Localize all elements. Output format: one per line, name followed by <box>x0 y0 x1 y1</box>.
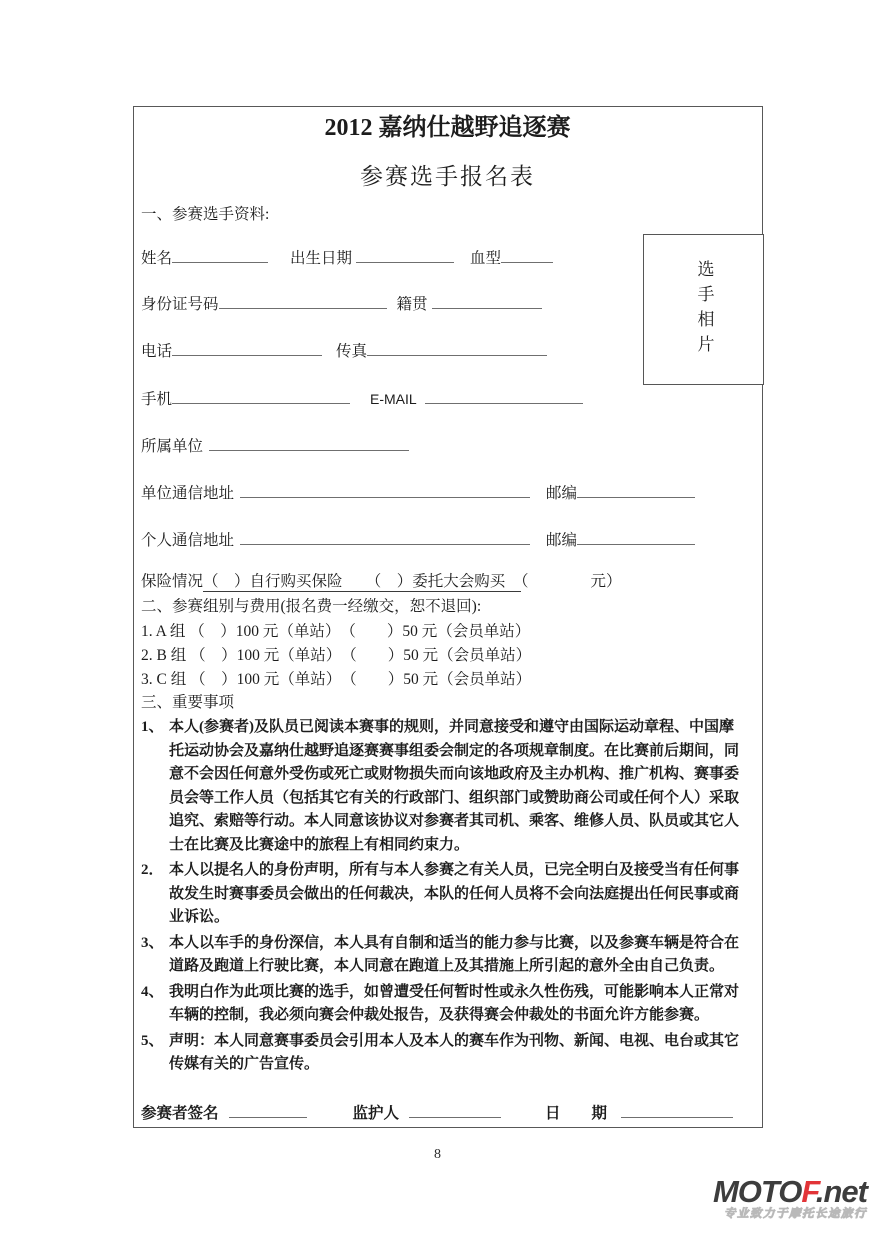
form-row-employer <box>141 437 754 457</box>
motof-net-watermark <box>713 1176 867 1221</box>
notice-item-1-line: 员会等工作人员（包括其它有关的行政部门、组织部门或赞助商公司或任何个人）采取 <box>169 789 740 806</box>
signature-guardian-label: 监护人 <box>352 1104 400 1122</box>
insurance-label: 保险情况 <box>141 573 204 590</box>
signature-date-label: 日 期 <box>545 1104 608 1122</box>
notice-item-1-line: 士在比赛及比赛途中的旅程上有相同约束力。 <box>169 836 470 853</box>
notice-item-1-number: 1、 <box>141 719 164 735</box>
notice-item-4-line: 我明白作为此项比赛的选手，如曾遭受任何暂时性或永久性伤残，可能影响本人正常对 <box>169 983 740 1000</box>
signature-guardian-line <box>409 1104 501 1118</box>
field-label-work-address: 单位通信地址 <box>141 485 235 502</box>
notice-item-5-line: 声明：本人同意赛事委员会引用本人及本人的赛车作为刊物、新闻、电视、电台或其它 <box>169 1032 740 1049</box>
field-label-work-postcode: 邮编 <box>546 485 578 502</box>
insurance-options: （ ）自行购买保险 （ ）委托大会购买 <box>203 573 521 590</box>
field-line-native-place <box>432 295 542 309</box>
notice-item-3 <box>141 932 754 979</box>
notice-item-5 <box>141 1030 754 1077</box>
field-line-id-number <box>219 295 387 309</box>
field-label-home-postcode: 邮编 <box>546 532 578 549</box>
section3-heading: 三、重要事项 <box>141 694 235 711</box>
notice-item-1 <box>141 716 754 857</box>
field-line-mobile <box>172 390 350 404</box>
field-label-name: 姓名 <box>141 250 173 267</box>
motof-net-logo <box>713 1176 867 1207</box>
photo-box <box>643 234 764 385</box>
field-line-fax <box>367 342 547 356</box>
field-label-native-place: 籍贯 <box>396 296 428 313</box>
field-line-birth-date <box>356 249 454 263</box>
group-fee-row-b: 2. B 组 （ ）100 元（单站） （ ）50 元（会员单站） <box>141 647 532 664</box>
logo-part-moto: MOTO <box>712 1174 802 1209</box>
group-fee-row-a: 1. A 组 （ ）100 元（单站） （ ）50 元（会员单站） <box>141 623 531 640</box>
signature-signer-line <box>229 1104 307 1118</box>
form-title: 2012 嘉纳仕越野追逐赛 <box>324 115 571 141</box>
signature-signer-label: 参赛者签名 <box>141 1104 219 1122</box>
notice-item-1-line: 意不会因任何意外受伤或死亡或财物损失而向该地政府及主办机构、推广机构、赛事委 <box>169 766 740 782</box>
notice-item-5-number: 5、 <box>141 1032 164 1049</box>
notice-item-2-line: 本人以提名人的身份声明，所有与本人参赛之有关人员，已完全明白及接受当有任何事 <box>169 862 740 878</box>
group-fee-row-c: 3. C 组 （ ）100 元（单站） （ ）50 元（会员单站） <box>141 671 532 688</box>
field-label-id-number: 身份证号码 <box>141 296 219 313</box>
group-fee-list <box>141 620 754 692</box>
field-label-home-address: 个人通信地址 <box>141 532 235 549</box>
form-row-insurance <box>141 572 754 592</box>
section2-heading: 二、参赛组别与费用(报名费一经缴交，恕不退回): <box>141 598 482 615</box>
notice-item-2 <box>141 859 754 930</box>
notice-item-4 <box>141 981 754 1028</box>
form-subtitle: 参赛选手报名表 <box>360 164 535 189</box>
field-line-home-postcode <box>577 531 695 545</box>
notice-item-4-line: 车辆的控制，我必须向赛会仲裁处报告，及获得赛会仲裁处的书面允许方能参赛。 <box>169 1007 710 1023</box>
field-line-employer <box>209 437 409 451</box>
logo-part-f: F <box>801 1174 816 1209</box>
notice-item-4-number: 4、 <box>141 983 164 1000</box>
insurance-amount: （ 元） <box>520 573 622 590</box>
notice-item-1-line: 托运动协会及嘉纳仕越野追逐赛赛事组委会制定的各项规章制度。在比赛前后期间，同 <box>169 742 740 759</box>
field-line-work-address <box>240 484 530 498</box>
notice-item-3-number: 3、 <box>141 934 164 951</box>
notice-item-2-line: 故发生时赛事委员会做出的任何裁决，本队的任何人员将不会向法庭提出任何民事或商 <box>169 885 740 902</box>
section1-heading: 一、参赛选手资料: <box>141 206 270 223</box>
logo-part-net: .net <box>815 1174 867 1209</box>
field-line-home-address <box>240 531 530 545</box>
field-label-email: E-MAIL <box>370 391 417 407</box>
form-row-mobile-email <box>141 389 754 410</box>
notice-item-1-line: 追究、索赔等行动。本人同意该协议对参赛者其司机、乘客、维修人员、队员或其它人 <box>169 813 740 829</box>
field-line-phone <box>172 342 322 356</box>
logo-tagline: 专业致力于摩托长途旅行 <box>724 1208 867 1220</box>
field-line-email <box>425 390 583 404</box>
photo-box-label: 选手相片 <box>694 259 714 360</box>
field-line-blood-type <box>501 249 553 263</box>
field-label-fax: 传真 <box>336 343 368 360</box>
field-label-birth-date: 出生日期 <box>290 250 353 267</box>
notice-item-2-line: 业诉讼。 <box>169 909 230 925</box>
field-line-work-postcode <box>577 484 695 498</box>
signature-row <box>141 1101 754 1123</box>
notice-item-5-line: 传媒有关的广告宣传。 <box>169 1056 320 1072</box>
field-label-mobile: 手机 <box>141 391 173 408</box>
form-row-work-address <box>141 484 754 504</box>
notice-item-3-line: 本人以车手的身份深信，本人具有自制和适当的能力参与比赛，以及参赛车辆是符合在 <box>169 934 740 951</box>
field-label-phone: 电话 <box>141 343 173 360</box>
notice-item-1-line: 本人(参赛者)及队员已阅读本赛事的规则，并同意接受和遵守由国际运动章程、中国摩 <box>169 719 734 735</box>
page-number: 8 <box>434 1147 441 1162</box>
notice-item-2-number: 2． <box>141 862 164 878</box>
signature-date-line <box>621 1104 733 1118</box>
field-label-blood-type: 血型 <box>470 250 502 267</box>
notice-item-3-line: 道路及跑道上行驶比赛，本人同意在跑道上及其措施上所引起的意外全由自己负责。 <box>169 958 725 974</box>
form-row-home-address <box>141 531 754 551</box>
field-line-name <box>172 249 268 263</box>
field-label-employer: 所属单位 <box>141 438 204 455</box>
